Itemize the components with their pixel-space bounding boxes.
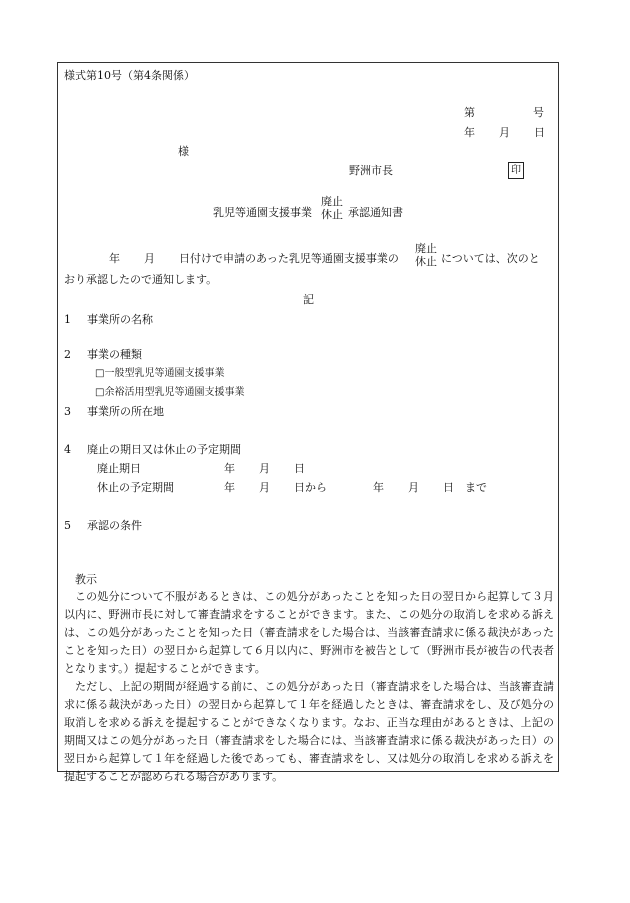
abolish-date-label: 廃止期日 (97, 462, 141, 475)
body-part3: おり承認したので通知します。 (64, 273, 218, 286)
body-option-stack (414, 242, 438, 268)
notice-paragraph-1: この処分について不服があるときは、この処分があったことを知った日の翌日から起算して３月以内に、野洲市長に対して審査請求をすることができます。また、この処分の取消しを求める訴えは、この処分があったことを知った日（審査請求をした場合は、当該審査請求に係る裁決があったことを知った日）の翌日から起算して６月以内に、野洲市を被告として（野洲市長が被告の代表者となります。）提起することができます。 (64, 590, 554, 675)
abolish-day: 日 (294, 462, 305, 475)
title-option-stack (320, 195, 344, 221)
ki-label: 記 (303, 293, 314, 306)
form-id: 様式第10号（第4条関係） (64, 69, 195, 82)
item3-label: 事業所の所在地 (87, 405, 164, 418)
suspend-to-month: 月 (408, 481, 419, 494)
suspend-from-month: 月 (259, 481, 270, 494)
body-month: 月 (144, 252, 155, 265)
body-option-top: 廃止 (415, 242, 437, 255)
suspend-from-year: 年 (224, 481, 235, 494)
date-month: 月 (499, 126, 510, 139)
body-part2: については、次のと (441, 252, 540, 265)
number-suffix: 号 (533, 106, 544, 119)
seal-mark: 印 (508, 162, 524, 179)
suspend-period-label: 休止の予定期間 (97, 481, 174, 494)
item4-label: 廃止の期日又は休止の予定期間 (87, 443, 241, 456)
abolish-year: 年 (224, 462, 235, 475)
item3-num: 3 (64, 405, 71, 418)
suspend-to-day: 日 (443, 481, 454, 494)
title-suffix: 承認通知書 (348, 206, 403, 219)
suspend-from-day: 日から (294, 481, 327, 494)
item2-option-general: □一般型乳児等通園支援事業 (95, 368, 225, 379)
date-year: 年 (464, 126, 475, 139)
item4-num: 4 (64, 443, 71, 456)
item5-num: 5 (64, 519, 71, 532)
item2-option-surplus: □余裕活用型乳児等通園支援事業 (95, 387, 245, 398)
suspend-until: まで (465, 481, 487, 494)
item5-label: 承認の条件 (87, 519, 142, 532)
title-option-bottom: 休止 (321, 208, 343, 221)
title-prefix: 乳児等通園支援事業 (213, 206, 312, 219)
suspend-to-year: 年 (373, 481, 384, 494)
title-option-top: 廃止 (321, 195, 343, 208)
body-part1: 日付けで申請のあった乳児等通園支援事業の (179, 252, 399, 265)
item1-num: 1 (64, 313, 71, 326)
number-prefix: 第 (464, 106, 475, 119)
date-day: 日 (534, 126, 545, 139)
issuer: 野洲市長 (349, 164, 393, 177)
body-year: 年 (109, 252, 120, 265)
addressee-suffix: 様 (178, 145, 189, 158)
item1-label: 事業所の名称 (87, 313, 153, 326)
item2-label: 事業の種類 (87, 348, 142, 361)
notice-paragraph-2: ただし、上記の期間が経過する前に、この処分があった日（審査請求をした場合は、当該審査請求に係る裁決があった日）の翌日から起算して１年を経過したときは、審査請求をし、及び処分の取消しを求める訴えを提起することができなくなります。なお、正当な理由があるときは、上記の期間又はこの処分があった日（審査請求をした場合には、当該審査請求に係る裁決があった日）の翌日から起算して１年を経過した後であっても、審査請求をし、又は処分の取消しを求める訴えを提起することが認められる場合があります。 (64, 680, 554, 783)
notice-heading: 教示 (75, 573, 97, 586)
abolish-month: 月 (259, 462, 270, 475)
item2-num: 2 (64, 348, 71, 361)
body-option-bottom: 休止 (415, 255, 437, 268)
